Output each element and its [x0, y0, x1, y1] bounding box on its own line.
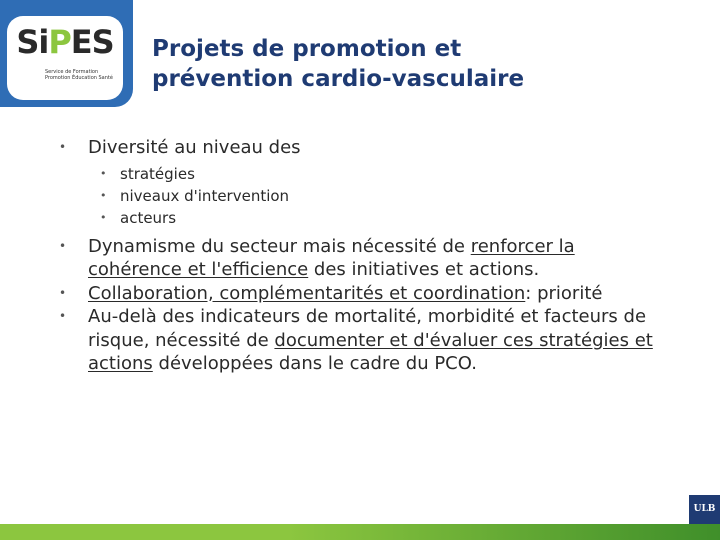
- bullet-item: [58, 235, 658, 282]
- logo-subtitle: [45, 69, 121, 81]
- sub-bullet-icon: •: [100, 166, 107, 180]
- logo-wordmark: [7, 23, 123, 61]
- footer-bar: [0, 524, 720, 540]
- slide-body: [58, 136, 658, 376]
- bullet-text: Dynamisme du secteur mais nécessité de: [88, 235, 471, 257]
- bullet-text: des initiatives et actions.: [308, 259, 540, 280]
- underlined-text: Collaboration, complémentarités et coordination: [88, 282, 526, 304]
- sub-bullet-item: [58, 163, 658, 185]
- bullet-icon: •: [59, 285, 67, 300]
- bullet-item: [58, 282, 658, 306]
- sipes-logo: [7, 16, 123, 100]
- sub-bullet-icon: •: [100, 210, 107, 224]
- logo-word-part1: Si: [16, 23, 49, 61]
- slide-title-line1: Projets de promotion et: [152, 36, 462, 62]
- slide-title: [152, 34, 692, 94]
- logo-container: [0, 0, 133, 107]
- bullet-icon: •: [59, 309, 67, 323]
- sub-bullet-list: [58, 163, 658, 229]
- sub-bullet-text: niveaux d'intervention: [120, 186, 290, 205]
- bullet-icon: •: [59, 140, 67, 154]
- logo-subtitle-line: Promotion Éducation Santé: [45, 75, 113, 81]
- bullet-text: Diversité au niveau des: [88, 137, 301, 158]
- sub-bullet-icon: •: [100, 188, 107, 202]
- logo-word-part2: P: [48, 23, 71, 61]
- sub-bullet-item: [58, 207, 658, 229]
- sub-bullet-text: stratégies: [120, 164, 195, 183]
- underlined-text: renforcer la cohérence et l'efficience: [88, 235, 575, 280]
- bullet-text: : priorité: [525, 282, 603, 304]
- slide-title-line2: prévention cardio-vasculaire: [152, 66, 525, 92]
- underlined-text: documenter et d'évaluer ces stratégies et actions: [88, 329, 653, 374]
- bullet-text: développées dans le cadre du PCO.: [152, 353, 477, 374]
- bullet-item: [58, 305, 658, 376]
- logo-subtitle-line: Service de Formation: [45, 69, 99, 75]
- ulb-badge: ULB: [689, 495, 720, 524]
- logo-word-part3: ES: [70, 23, 114, 61]
- bullet-icon: •: [59, 238, 67, 253]
- sub-bullet-text: acteurs: [120, 208, 177, 227]
- bullet-item: [58, 136, 658, 160]
- bullet-text: Au-delà des indicateurs de mortalité, morbidité et facteurs de risque, nécessité de: [88, 306, 647, 351]
- sub-bullet-item: [58, 185, 658, 207]
